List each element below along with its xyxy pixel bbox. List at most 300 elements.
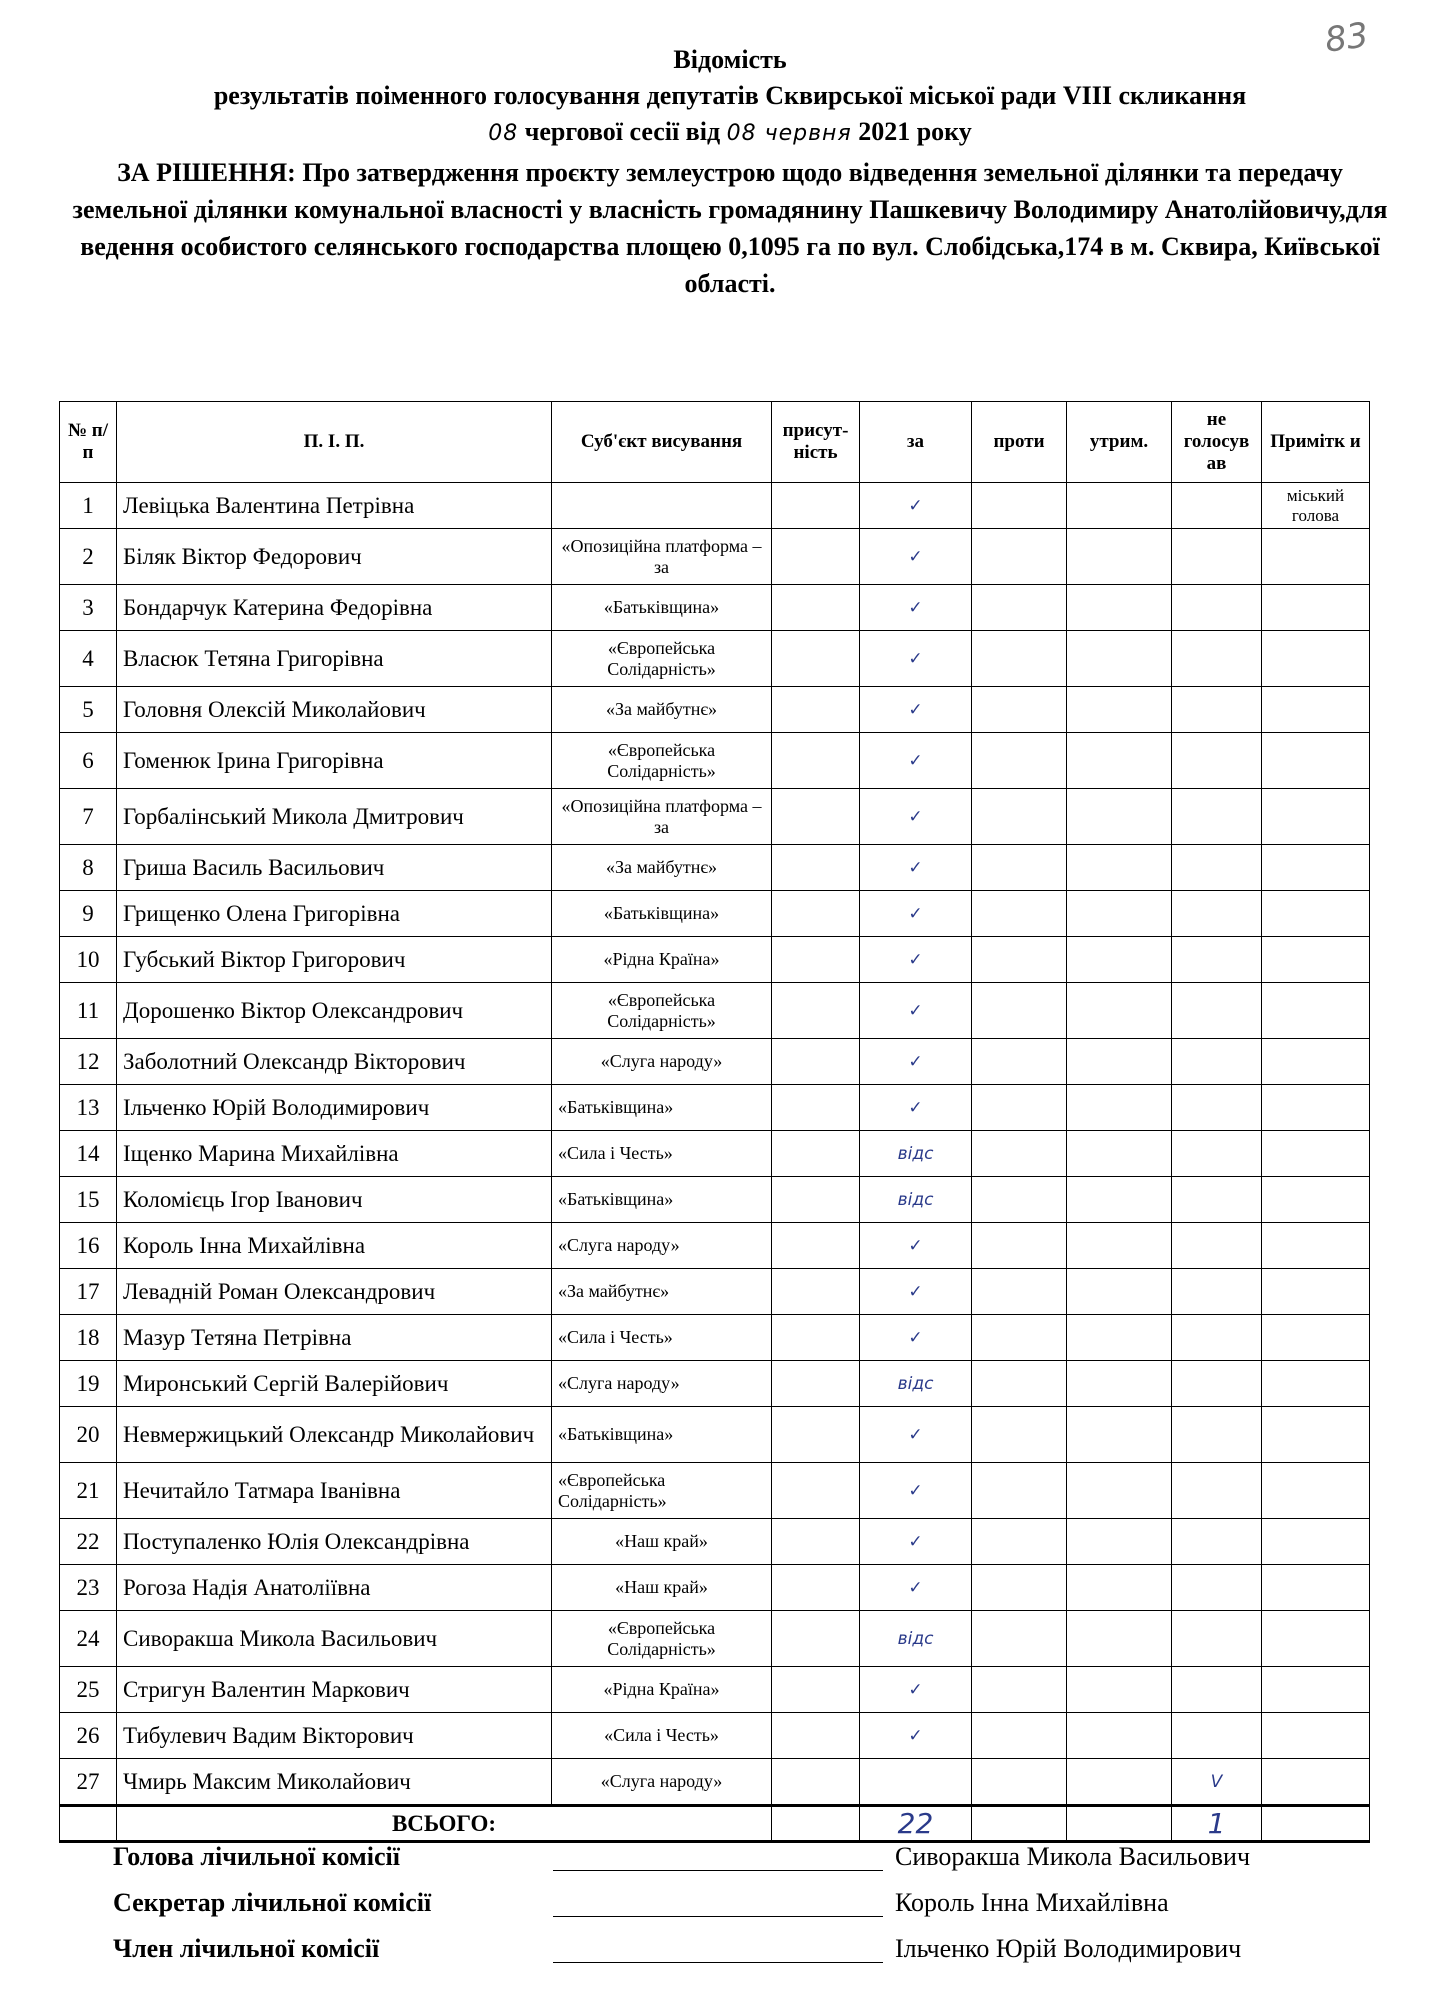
vote-against-cell <box>972 789 1067 845</box>
present-cell <box>772 891 860 937</box>
row-number: 12 <box>60 1039 117 1085</box>
vote-for-cell: ✓ <box>860 1315 972 1361</box>
vote-abstain-cell <box>1067 585 1172 631</box>
present-cell <box>772 733 860 789</box>
vote-for-cell: ✓ <box>860 1407 972 1463</box>
not-voted-cell <box>1172 1223 1262 1269</box>
col-notes: Примітк и <box>1262 402 1370 483</box>
note-cell <box>1262 983 1370 1039</box>
document-header <box>60 42 1400 302</box>
row-number: 22 <box>60 1519 117 1565</box>
vote-against-cell <box>972 1565 1067 1611</box>
present-cell <box>772 1131 860 1177</box>
total-label: ВСЬОГО: <box>117 1806 772 1842</box>
row-number: 16 <box>60 1223 117 1269</box>
party-name: «За майбутнє» <box>552 687 772 733</box>
vote-for-cell: ✓ <box>860 1667 972 1713</box>
vote-against-cell <box>972 1463 1067 1519</box>
vote-abstain-cell <box>1067 891 1172 937</box>
table-row <box>60 687 1370 733</box>
deputy-name: Горбалінський Микола Дмитрович <box>117 789 552 845</box>
deputy-name: Гриша Василь Васильович <box>117 845 552 891</box>
not-voted-cell <box>1172 1407 1262 1463</box>
row-number: 27 <box>60 1759 117 1806</box>
deputy-name: Іщенко Марина Михайлівна <box>117 1131 552 1177</box>
signature-line <box>553 1916 883 1917</box>
vote-abstain-cell <box>1067 1759 1172 1806</box>
note-cell <box>1262 1269 1370 1315</box>
row-number: 8 <box>60 845 117 891</box>
table-row <box>60 1759 1370 1806</box>
party-name: «Сила і Честь» <box>552 1713 772 1759</box>
deputy-name: Губський Віктор Григорович <box>117 937 552 983</box>
present-cell <box>772 1565 860 1611</box>
note-cell <box>1262 789 1370 845</box>
party-name: «Батьківщина» <box>552 1177 772 1223</box>
vote-abstain-cell <box>1067 1667 1172 1713</box>
party-name: «Рідна Країна» <box>552 937 772 983</box>
party-name: «Слуга народу» <box>552 1759 772 1806</box>
signature-line <box>553 1870 883 1871</box>
note-cell <box>1262 1223 1370 1269</box>
vote-against-cell <box>972 891 1067 937</box>
deputy-name: Заболотний Олександр Вікторович <box>117 1039 552 1085</box>
vote-for-cell: ✓ <box>860 1223 972 1269</box>
deputy-name: Гоменюк Ірина Григорівна <box>117 733 552 789</box>
signature-role: Член лічильної комісії <box>113 1934 380 1963</box>
col-against: проти <box>972 402 1067 483</box>
vote-abstain-cell <box>1067 983 1172 1039</box>
present-cell <box>772 1667 860 1713</box>
not-voted-cell <box>1172 1177 1262 1223</box>
note-cell <box>1262 1713 1370 1759</box>
vote-against-cell <box>972 1667 1067 1713</box>
present-cell <box>772 1407 860 1463</box>
vote-against-cell <box>972 1223 1067 1269</box>
present-cell <box>772 1039 860 1085</box>
note-cell <box>1262 1085 1370 1131</box>
vote-abstain-cell <box>1067 1131 1172 1177</box>
vote-for-cell: відс <box>860 1177 972 1223</box>
party-name: «Рідна Країна» <box>552 1667 772 1713</box>
row-number: 15 <box>60 1177 117 1223</box>
present-cell <box>772 1177 860 1223</box>
table-row <box>60 1131 1370 1177</box>
table-row <box>60 1407 1370 1463</box>
row-number: 11 <box>60 983 117 1039</box>
vote-abstain-cell <box>1067 529 1172 585</box>
vote-against-cell <box>972 1269 1067 1315</box>
page-number: 83 <box>1322 15 1371 61</box>
vote-abstain-cell <box>1067 1223 1172 1269</box>
col-name: П. І. П. <box>117 402 552 483</box>
table-row <box>60 1713 1370 1759</box>
note-cell <box>1262 529 1370 585</box>
vote-for-cell: відс <box>860 1131 972 1177</box>
not-voted-cell <box>1172 891 1262 937</box>
party-name: «Сила і Честь» <box>552 1131 772 1177</box>
col-abstain: утрим. <box>1067 402 1172 483</box>
not-voted-cell <box>1172 937 1262 983</box>
table-row <box>60 1463 1370 1519</box>
deputy-name: Стригун Валентин Маркович <box>117 1667 552 1713</box>
party-name: «Європейська Солідарність» <box>552 733 772 789</box>
note-cell <box>1262 1039 1370 1085</box>
vote-abstain-cell <box>1067 937 1172 983</box>
deputy-name: Грищенко Олена Григорівна <box>117 891 552 937</box>
not-voted-cell <box>1172 1039 1262 1085</box>
total-row <box>60 1806 1370 1842</box>
party-name: «Батьківщина» <box>552 1407 772 1463</box>
vote-against-cell <box>972 937 1067 983</box>
present-cell <box>772 1713 860 1759</box>
total-not-voted: 1 <box>1172 1806 1262 1842</box>
vote-against-cell <box>972 1361 1067 1407</box>
present-cell <box>772 529 860 585</box>
row-number: 19 <box>60 1361 117 1407</box>
row-number: 1 <box>60 483 117 529</box>
note-cell <box>1262 1759 1370 1806</box>
note-cell <box>1262 1177 1370 1223</box>
note-cell <box>1262 1611 1370 1667</box>
table-row <box>60 733 1370 789</box>
table-row <box>60 529 1370 585</box>
table-row <box>60 1269 1370 1315</box>
signature-row <box>113 1884 1363 1930</box>
total-for: 22 <box>860 1806 972 1842</box>
table-row <box>60 1361 1370 1407</box>
table-row <box>60 1519 1370 1565</box>
session-text: чергової сесії від <box>524 117 721 146</box>
not-voted-cell <box>1172 1463 1262 1519</box>
present-cell <box>772 1269 860 1315</box>
vote-for-cell: ✓ <box>860 891 972 937</box>
vote-for-cell: відс <box>860 1611 972 1667</box>
session-line <box>60 114 1400 152</box>
vote-for-cell: ✓ <box>860 789 972 845</box>
vote-abstain-cell <box>1067 1463 1172 1519</box>
deputy-name: Мазур Тетяна Петрівна <box>117 1315 552 1361</box>
signature-name: Король Інна Михайлівна <box>895 1888 1169 1917</box>
col-present: присут-ність <box>772 402 860 483</box>
table-row <box>60 845 1370 891</box>
document-subtitle: результатів поіменного голосування депутатів Сквирської міської ради VIII скликання <box>213 81 1247 110</box>
table-row <box>60 585 1370 631</box>
party-name: «За майбутнє» <box>552 845 772 891</box>
present-cell <box>772 845 860 891</box>
not-voted-cell <box>1172 1611 1262 1667</box>
party-name: «Європейська Солідарність» <box>552 1611 772 1667</box>
vote-against-cell <box>972 1759 1067 1806</box>
row-number: 25 <box>60 1667 117 1713</box>
table-header-row <box>60 402 1370 483</box>
vote-abstain-cell <box>1067 1611 1172 1667</box>
vote-abstain-cell <box>1067 1565 1172 1611</box>
note-cell <box>1262 585 1370 631</box>
session-year: 2021 року <box>858 117 972 146</box>
deputy-name: Коломієць Ігор Іванович <box>117 1177 552 1223</box>
session-date: 08 червня <box>726 121 852 146</box>
not-voted-cell: V <box>1172 1759 1262 1806</box>
document-title: Відомість <box>673 45 787 74</box>
note-cell <box>1262 631 1370 687</box>
vote-abstain-cell <box>1067 1085 1172 1131</box>
voting-table <box>59 401 1370 1843</box>
note-cell <box>1262 1667 1370 1713</box>
vote-abstain-cell <box>1067 483 1172 529</box>
party-name: «Сила і Честь» <box>552 1315 772 1361</box>
party-name: «Слуга народу» <box>552 1039 772 1085</box>
table-row <box>60 631 1370 687</box>
party-name: «Слуга народу» <box>552 1361 772 1407</box>
not-voted-cell <box>1172 845 1262 891</box>
row-number: 5 <box>60 687 117 733</box>
present-cell <box>772 1759 860 1806</box>
row-number: 13 <box>60 1085 117 1131</box>
vote-for-cell: ✓ <box>860 483 972 529</box>
deputy-name: Чмирь Максим Миколайович <box>117 1759 552 1806</box>
vote-abstain-cell <box>1067 1407 1172 1463</box>
table-row <box>60 891 1370 937</box>
deputy-name: Головня Олексій Миколайович <box>117 687 552 733</box>
row-number: 21 <box>60 1463 117 1519</box>
present-cell <box>772 687 860 733</box>
not-voted-cell <box>1172 1667 1262 1713</box>
party-name: «Європейська Солідарність» <box>552 1463 772 1519</box>
row-number: 6 <box>60 733 117 789</box>
present-cell <box>772 631 860 687</box>
deputy-name: Сиворакша Микола Васильович <box>117 1611 552 1667</box>
party-name: «Європейська Солідарність» <box>552 631 772 687</box>
signature-role: Секретар лічильної комісії <box>113 1888 432 1917</box>
note-cell <box>1262 1407 1370 1463</box>
party-name: «Батьківщина» <box>552 585 772 631</box>
not-voted-cell <box>1172 1269 1262 1315</box>
table-row <box>60 983 1370 1039</box>
row-number: 9 <box>60 891 117 937</box>
vote-for-cell: ✓ <box>860 1085 972 1131</box>
present-cell <box>772 1223 860 1269</box>
party-name: «Наш край» <box>552 1519 772 1565</box>
note-cell <box>1262 687 1370 733</box>
party-name: «Наш край» <box>552 1565 772 1611</box>
deputy-name: Тибулевич Вадим Вікторович <box>117 1713 552 1759</box>
present-cell <box>772 937 860 983</box>
vote-abstain-cell <box>1067 687 1172 733</box>
row-number: 4 <box>60 631 117 687</box>
deputy-name: Рогоза Надія Анатоліївна <box>117 1565 552 1611</box>
vote-for-cell: ✓ <box>860 585 972 631</box>
vote-against-cell <box>972 733 1067 789</box>
table-row <box>60 937 1370 983</box>
present-cell <box>772 983 860 1039</box>
note-cell <box>1262 845 1370 891</box>
party-name: «Опозиційна платформа – за <box>552 529 772 585</box>
party-name: «Європейська Солідарність» <box>552 983 772 1039</box>
signature-name: Сиворакша Микола Васильович <box>895 1842 1251 1871</box>
table-row <box>60 789 1370 845</box>
note-cell <box>1262 1463 1370 1519</box>
note-cell <box>1262 891 1370 937</box>
not-voted-cell <box>1172 1085 1262 1131</box>
note-cell <box>1262 1315 1370 1361</box>
col-for: за <box>860 402 972 483</box>
session-number: 08 <box>488 121 519 146</box>
table-row <box>60 1611 1370 1667</box>
table-row <box>60 1315 1370 1361</box>
row-number: 20 <box>60 1407 117 1463</box>
deputy-name: Поступаленко Юлія Олександрівна <box>117 1519 552 1565</box>
vote-abstain-cell <box>1067 1177 1172 1223</box>
vote-for-cell: ✓ <box>860 1039 972 1085</box>
present-cell <box>772 789 860 845</box>
not-voted-cell <box>1172 529 1262 585</box>
row-number: 18 <box>60 1315 117 1361</box>
not-voted-cell <box>1172 1361 1262 1407</box>
present-cell <box>772 1085 860 1131</box>
signature-block <box>113 1838 1363 1976</box>
vote-against-cell <box>972 529 1067 585</box>
table-row <box>60 1223 1370 1269</box>
vote-abstain-cell <box>1067 631 1172 687</box>
table-row <box>60 1085 1370 1131</box>
vote-for-cell: ✓ <box>860 1519 972 1565</box>
party-name <box>552 483 772 529</box>
vote-against-cell <box>972 631 1067 687</box>
not-voted-cell <box>1172 1131 1262 1177</box>
vote-against-cell <box>972 1177 1067 1223</box>
col-not-voted: не голосув ав <box>1172 402 1262 483</box>
not-voted-cell <box>1172 983 1262 1039</box>
vote-for-cell: ✓ <box>860 687 972 733</box>
vote-for-cell: ✓ <box>860 1269 972 1315</box>
present-cell <box>772 1315 860 1361</box>
deputy-name: Миронський Сергій Валерійович <box>117 1361 552 1407</box>
vote-against-cell <box>972 1519 1067 1565</box>
party-name: «Батьківщина» <box>552 891 772 937</box>
present-cell <box>772 1519 860 1565</box>
vote-abstain-cell <box>1067 1269 1172 1315</box>
note-cell <box>1262 1131 1370 1177</box>
vote-for-cell <box>860 1759 972 1806</box>
not-voted-cell <box>1172 789 1262 845</box>
vote-against-cell <box>972 1611 1067 1667</box>
deputy-name: Ільченко Юрій Володимирович <box>117 1085 552 1131</box>
row-number: 24 <box>60 1611 117 1667</box>
deputy-name: Левіцька Валентина Петрівна <box>117 483 552 529</box>
col-party: Суб'єкт висування <box>552 402 772 483</box>
party-name: «За майбутнє» <box>552 1269 772 1315</box>
present-cell <box>772 1611 860 1667</box>
col-num: № п/п <box>60 402 117 483</box>
vote-abstain-cell <box>1067 845 1172 891</box>
deputy-name: Левадній Роман Олександрович <box>117 1269 552 1315</box>
row-number: 26 <box>60 1713 117 1759</box>
row-number: 23 <box>60 1565 117 1611</box>
table-row <box>60 1177 1370 1223</box>
signature-row <box>113 1838 1363 1884</box>
vote-abstain-cell <box>1067 1713 1172 1759</box>
signature-role: Голова лічильної комісії <box>113 1842 400 1871</box>
deputy-name: Власюк Тетяна Григорівна <box>117 631 552 687</box>
note-cell <box>1262 937 1370 983</box>
party-name: «Опозиційна платформа – за <box>552 789 772 845</box>
vote-abstain-cell <box>1067 1039 1172 1085</box>
not-voted-cell <box>1172 733 1262 789</box>
not-voted-cell <box>1172 1519 1262 1565</box>
signature-row <box>113 1930 1363 1976</box>
present-cell <box>772 1463 860 1519</box>
vote-for-cell: ✓ <box>860 529 972 585</box>
not-voted-cell <box>1172 1565 1262 1611</box>
deputy-name: Біляк Віктор Федорович <box>117 529 552 585</box>
vote-against-cell <box>972 983 1067 1039</box>
vote-against-cell <box>972 1713 1067 1759</box>
vote-against-cell <box>972 687 1067 733</box>
table-row <box>60 1667 1370 1713</box>
note-cell <box>1262 1565 1370 1611</box>
not-voted-cell <box>1172 1713 1262 1759</box>
decision-text: ЗА РІШЕННЯ: Про затвердження проєкту землеустрою щодо відведення земельної ділянки та передачу земельної ділянки комунальної власності у власність громадянину Пашкевичу Володимиру Анатолійовичу,для ведення особистого селянського господарства площею 0,1095 га по вул. Слобідська,174 в м. Сквира, Київської області. <box>72 158 1388 298</box>
vote-abstain-cell <box>1067 733 1172 789</box>
note-cell: міський голова <box>1262 483 1370 529</box>
party-name: «Слуга народу» <box>552 1223 772 1269</box>
vote-against-cell <box>972 1085 1067 1131</box>
vote-against-cell <box>972 483 1067 529</box>
not-voted-cell <box>1172 687 1262 733</box>
present-cell <box>772 483 860 529</box>
deputy-name: Невмержицький Олександр Миколайович <box>117 1407 552 1463</box>
vote-against-cell <box>972 1407 1067 1463</box>
vote-against-cell <box>972 1315 1067 1361</box>
vote-for-cell: ✓ <box>860 983 972 1039</box>
present-cell <box>772 1361 860 1407</box>
table-row <box>60 1565 1370 1611</box>
note-cell <box>1262 733 1370 789</box>
vote-for-cell: відс <box>860 1361 972 1407</box>
vote-against-cell <box>972 1131 1067 1177</box>
signature-name: Ільченко Юрій Володимирович <box>895 1934 1242 1963</box>
vote-for-cell: ✓ <box>860 1463 972 1519</box>
vote-abstain-cell <box>1067 789 1172 845</box>
row-number: 10 <box>60 937 117 983</box>
not-voted-cell <box>1172 631 1262 687</box>
table-row <box>60 483 1370 529</box>
vote-against-cell <box>972 1039 1067 1085</box>
row-number: 14 <box>60 1131 117 1177</box>
deputy-name: Бондарчук Катерина Федорівна <box>117 585 552 631</box>
vote-abstain-cell <box>1067 1315 1172 1361</box>
table-row <box>60 1039 1370 1085</box>
row-number: 7 <box>60 789 117 845</box>
vote-for-cell: ✓ <box>860 1713 972 1759</box>
vote-for-cell: ✓ <box>860 937 972 983</box>
signature-line <box>553 1962 883 1963</box>
present-cell <box>772 585 860 631</box>
vote-for-cell: ✓ <box>860 845 972 891</box>
deputy-name: Дорошенко Віктор Олександрович <box>117 983 552 1039</box>
vote-against-cell <box>972 845 1067 891</box>
vote-against-cell <box>972 585 1067 631</box>
vote-for-cell: ✓ <box>860 733 972 789</box>
note-cell <box>1262 1519 1370 1565</box>
deputy-name: Король Інна Михайлівна <box>117 1223 552 1269</box>
note-cell <box>1262 1361 1370 1407</box>
row-number: 2 <box>60 529 117 585</box>
row-number: 17 <box>60 1269 117 1315</box>
not-voted-cell <box>1172 483 1262 529</box>
row-number: 3 <box>60 585 117 631</box>
